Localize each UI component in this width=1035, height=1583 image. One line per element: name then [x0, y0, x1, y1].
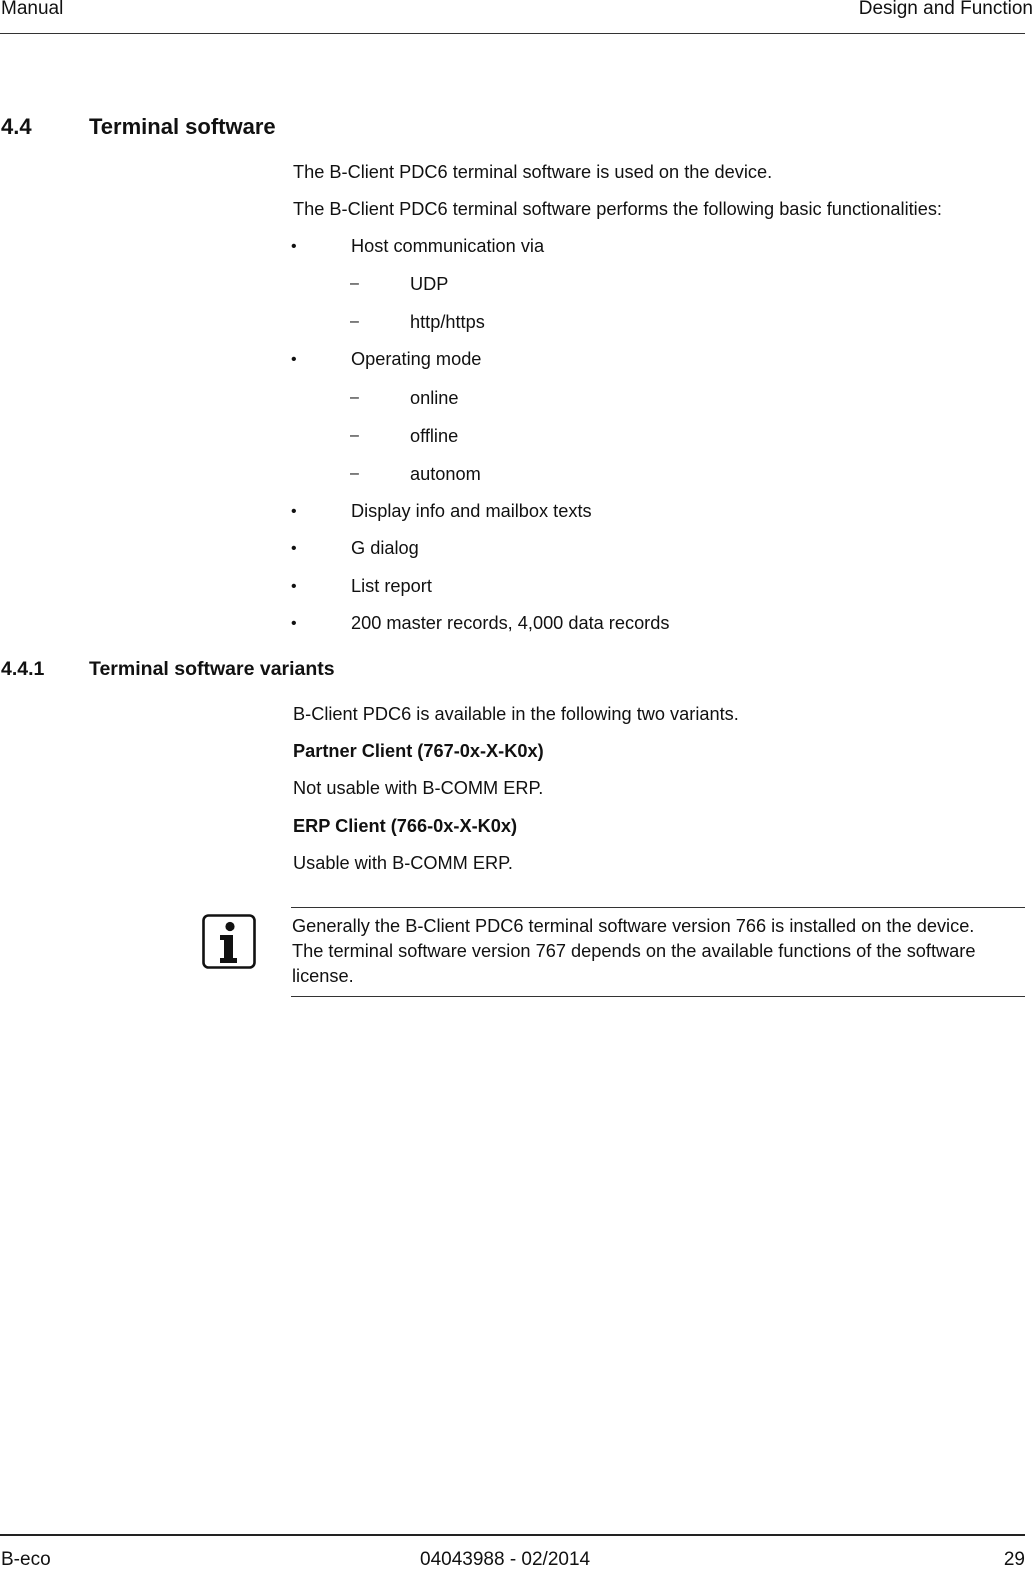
partner-client-text: Not usable with B-COMM ERP. [293, 778, 544, 798]
header-right: Design and Function [858, 0, 1033, 19]
bullet-glyph: • [291, 238, 297, 255]
subsection-intro: B-Client PDC6 is available in the following two variants. [293, 704, 739, 724]
info-icon [202, 914, 256, 969]
section-lead: The B-Client PDC6 terminal software performs the following basic functionalities: [293, 199, 942, 219]
bullet-glyph: • [291, 578, 297, 595]
note-top-rule [291, 907, 1025, 908]
list-item-display: Display info and mailbox texts [351, 501, 592, 521]
list-subitem-autonom: autonom [410, 464, 481, 484]
bullet-glyph: • [291, 351, 297, 368]
bullet-glyph: • [291, 615, 297, 632]
page-number: 29 [1003, 1549, 1025, 1570]
bullet-glyph: • [291, 540, 297, 557]
erp-client-text: Usable with B-COMM ERP. [293, 853, 513, 873]
section-number: 4.4 [1, 114, 32, 139]
dash-glyph: – [350, 313, 359, 330]
dash-glyph: – [350, 465, 359, 482]
bullet-glyph: • [291, 503, 297, 520]
list-subitem-udp: UDP [410, 274, 449, 294]
header-left: Manual [1, 0, 64, 19]
dash-glyph: – [350, 389, 359, 406]
dash-glyph: – [350, 275, 359, 292]
subsection-number: 4.4.1 [1, 658, 45, 680]
list-item-records: 200 master records, 4,000 data records [351, 613, 670, 633]
partner-client-heading: Partner Client (767-0x-X-K0x) [293, 741, 544, 761]
dash-glyph: – [350, 427, 359, 444]
footer-left: B-eco [1, 1549, 51, 1570]
list-item-mode: Operating mode [351, 349, 482, 369]
list-subitem-online: online [410, 388, 459, 408]
note-bottom-rule [291, 996, 1025, 997]
list-subitem-http: http/https [410, 312, 485, 332]
list-item-host: Host communication via [351, 236, 545, 256]
footer-rule [0, 1534, 1025, 1536]
erp-client-heading: ERP Client (766-0x-X-K0x) [293, 816, 518, 836]
header-rule [0, 33, 1025, 34]
note-text: Generally the B-Client PDC6 terminal software version 766 is installed on the device. The terminal software version 767 depends on the available functions of the software license. [292, 916, 976, 986]
list-item-gdialog: G dialog [351, 538, 419, 558]
subsection-title: Terminal software variants [89, 658, 335, 680]
list-subitem-offline: offline [410, 426, 459, 446]
section-title: Terminal software [89, 114, 276, 139]
list-item-listreport: List report [351, 576, 432, 596]
section-intro: The B-Client PDC6 terminal software is used on the device. [293, 162, 773, 182]
footer-center: 04043988 - 02/2014 [420, 1549, 591, 1570]
